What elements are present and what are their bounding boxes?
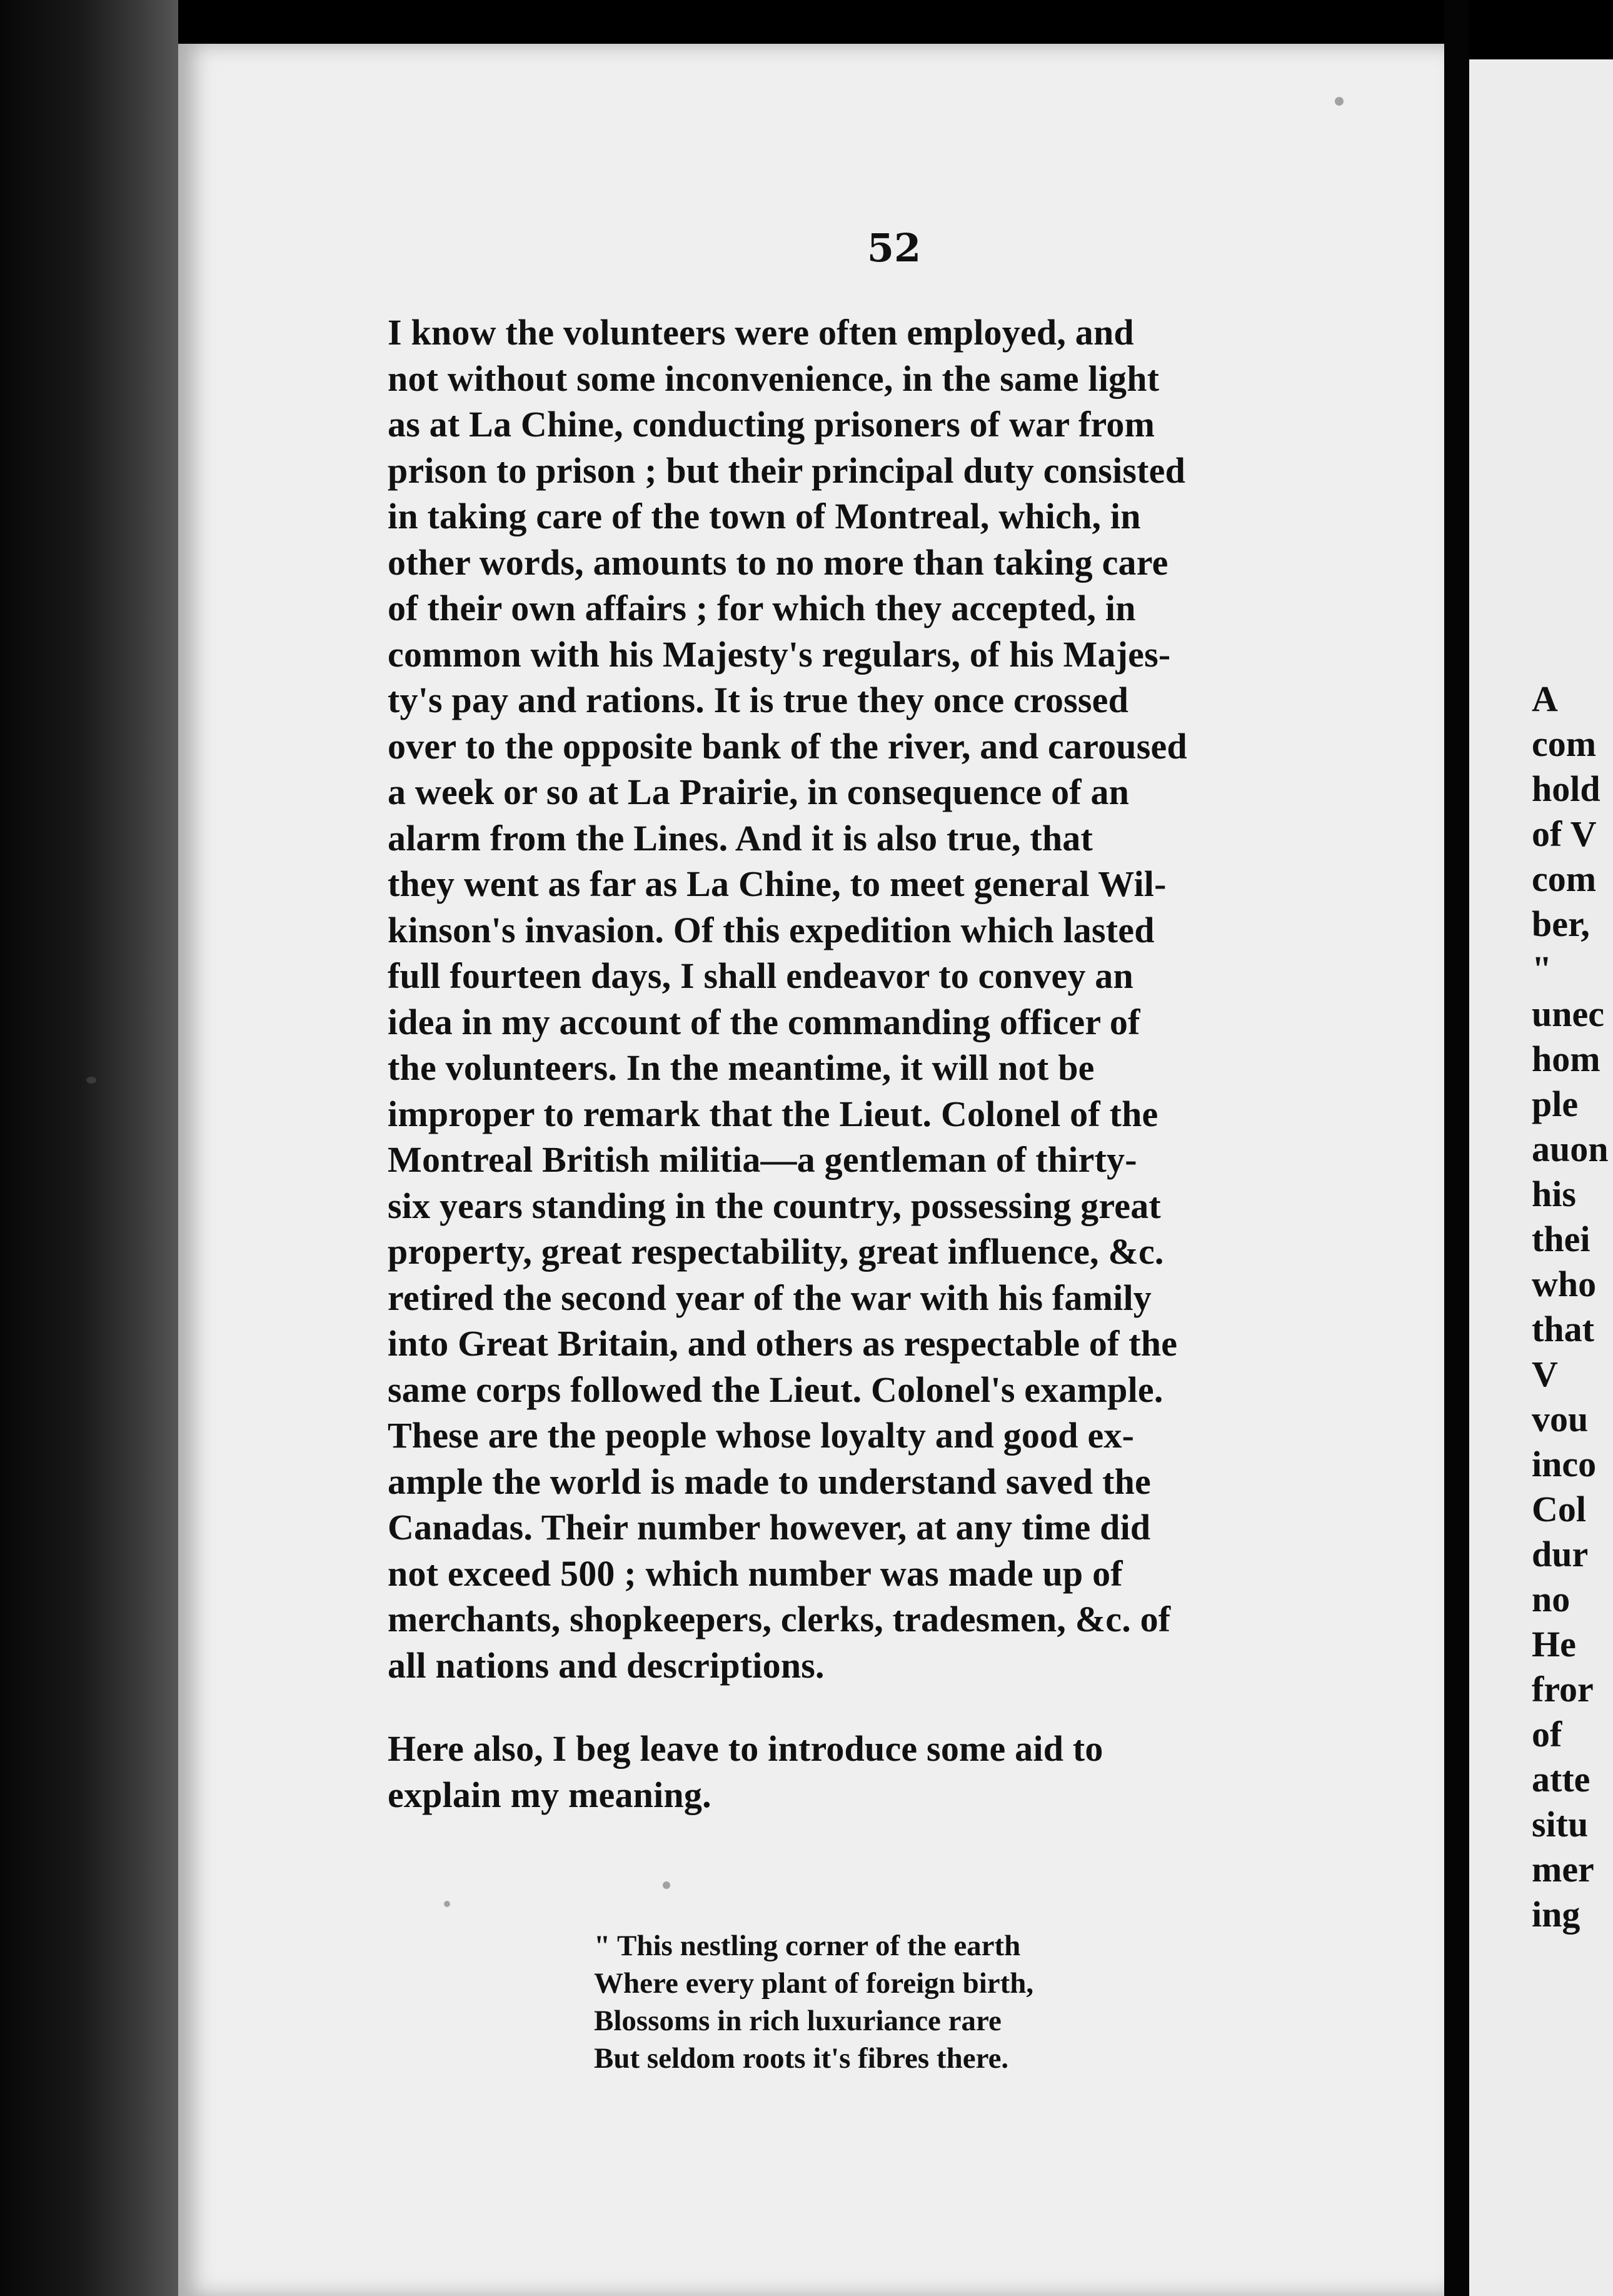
paragraph-line: alarm from the Lines. And it is also true, that bbox=[388, 817, 1093, 858]
paragraph-line: explain my meaning. bbox=[388, 1774, 711, 1815]
paragraph-line: I know the volunteers were often employed, and bbox=[388, 312, 1134, 353]
adjacent-page-line: thei bbox=[1532, 1219, 1590, 1259]
paragraph-line: These are the people whose loyalty and good ex- bbox=[388, 1415, 1135, 1456]
paragraph-gap bbox=[388, 1688, 1400, 1726]
adjacent-page-fragment bbox=[1532, 677, 1613, 1937]
paragraph-line: full fourteen days, I shall endeavor to convey an bbox=[388, 955, 1133, 996]
scan-speck bbox=[1335, 97, 1344, 106]
adjacent-page-line: of bbox=[1532, 1714, 1562, 1755]
adjacent-page-line: dur bbox=[1532, 1534, 1589, 1574]
adjacent-page-line: no bbox=[1532, 1579, 1570, 1619]
paragraph-line: Here also, I beg leave to introduce some aid to bbox=[388, 1728, 1103, 1769]
quoted-poem bbox=[594, 1927, 1157, 2077]
adjacent-page-line: mer bbox=[1532, 1849, 1594, 1890]
paragraph-line: Montreal British militia—a gentleman of thirty- bbox=[388, 1139, 1137, 1180]
paragraph-line: prison to prison ; but their principal duty consisted bbox=[388, 450, 1186, 491]
paragraph-line: idea in my account of the commanding officer of bbox=[388, 1001, 1140, 1042]
paragraph-line: improper to remark that the Lieut. Colonel of the bbox=[388, 1093, 1158, 1134]
main-text-block bbox=[388, 310, 1400, 1818]
page-number: 52 bbox=[867, 225, 922, 271]
paragraph-line: merchants, shopkeepers, clerks, tradesmen, &c. of bbox=[388, 1599, 1171, 1639]
paragraph-line: retired the second year of the war with his family bbox=[388, 1277, 1152, 1318]
adjacent-page-line: atte bbox=[1532, 1759, 1590, 1800]
paragraph-line: ample the world is made to understand saved the bbox=[388, 1461, 1151, 1502]
adjacent-page-line: ing bbox=[1532, 1894, 1580, 1935]
paragraph-line: kinson's invasion. Of this expedition which lasted bbox=[388, 909, 1155, 950]
scan-left-shadow bbox=[0, 0, 178, 2296]
paragraph-line: ty's pay and rations. It is true they once crossed bbox=[388, 680, 1129, 720]
book-gutter bbox=[1444, 0, 1469, 2296]
poem-line: But seldom roots it's fibres there. bbox=[594, 2042, 1009, 2075]
adjacent-page-line: vou bbox=[1532, 1399, 1589, 1439]
adjacent-page-line: his bbox=[1532, 1174, 1576, 1214]
adjacent-page-line: hold bbox=[1532, 768, 1600, 809]
paragraph-line: six years standing in the country, possessing great bbox=[388, 1185, 1161, 1226]
paragraph-line: they went as far as La Chine, to meet general Wil- bbox=[388, 864, 1167, 904]
adjacent-page-line: fror bbox=[1532, 1669, 1594, 1709]
adjacent-page-line: com bbox=[1532, 858, 1597, 899]
adjacent-page-line: situ bbox=[1532, 1804, 1589, 1845]
adjacent-page-line: " bbox=[1532, 949, 1552, 989]
adjacent-page-line: who bbox=[1532, 1264, 1597, 1304]
paragraph-line: property, great respectability, great influence, &c. bbox=[388, 1231, 1164, 1272]
adjacent-page-line: V bbox=[1532, 1354, 1558, 1394]
adjacent-page-line: ple bbox=[1532, 1084, 1579, 1124]
adjacent-page-line: Col bbox=[1532, 1489, 1586, 1529]
scan-speck bbox=[663, 1881, 670, 1889]
adjacent-page-line: A bbox=[1532, 678, 1558, 719]
scan-speck bbox=[86, 1077, 96, 1084]
paragraph-line: of their own affairs ; for which they accepted, in bbox=[388, 588, 1136, 628]
paragraph-line: other words, amounts to no more than taking care bbox=[388, 541, 1168, 583]
poem-line: " This nestling corner of the earth bbox=[594, 1930, 1021, 1962]
scan-speck bbox=[444, 1901, 450, 1907]
paragraph-line: into Great Britain, and others as respectable of the bbox=[388, 1323, 1178, 1364]
paragraph-line: all nations and descriptions. bbox=[388, 1644, 825, 1686]
paragraph-line: the volunteers. In the meantime, it will not be bbox=[388, 1047, 1095, 1088]
paragraph-line: a week or so at La Prairie, in consequence of an bbox=[388, 772, 1130, 812]
adjacent-page-line: hom bbox=[1532, 1039, 1600, 1079]
paragraph-line: in taking care of the town of Montreal, which, in bbox=[388, 496, 1141, 536]
poem-line: Where every plant of foreign birth, bbox=[594, 1967, 1034, 2000]
poem-line: Blossoms in rich luxuriance rare bbox=[594, 2005, 1002, 2037]
adjacent-page-line: unec bbox=[1532, 994, 1604, 1034]
paragraph-line: common with his Majesty's regulars, of his Majes- bbox=[388, 633, 1171, 675]
adjacent-page-line: that bbox=[1532, 1309, 1594, 1349]
paragraph-line: same corps followed the Lieut. Colonel's example. bbox=[388, 1369, 1163, 1410]
paragraph-line: Canadas. Their number however, at any time did bbox=[388, 1507, 1151, 1548]
paragraph-line: not without some inconvenience, in the same light bbox=[388, 358, 1160, 399]
adjacent-page-line: He bbox=[1532, 1624, 1576, 1664]
adjacent-page-line: auon bbox=[1532, 1129, 1609, 1169]
adjacent-page-line: of V bbox=[1532, 813, 1597, 854]
adjacent-page-line: ber, bbox=[1532, 904, 1590, 944]
paragraph-line: as at La Chine, conducting prisoners of war from bbox=[388, 404, 1155, 445]
adjacent-page-line: inco bbox=[1532, 1444, 1597, 1484]
paragraph-line: not exceed 500 ; which number was made up of bbox=[388, 1553, 1123, 1594]
paragraph-line: over to the opposite bank of the river, and caroused bbox=[388, 725, 1187, 767]
adjacent-page-line: com bbox=[1532, 723, 1597, 764]
